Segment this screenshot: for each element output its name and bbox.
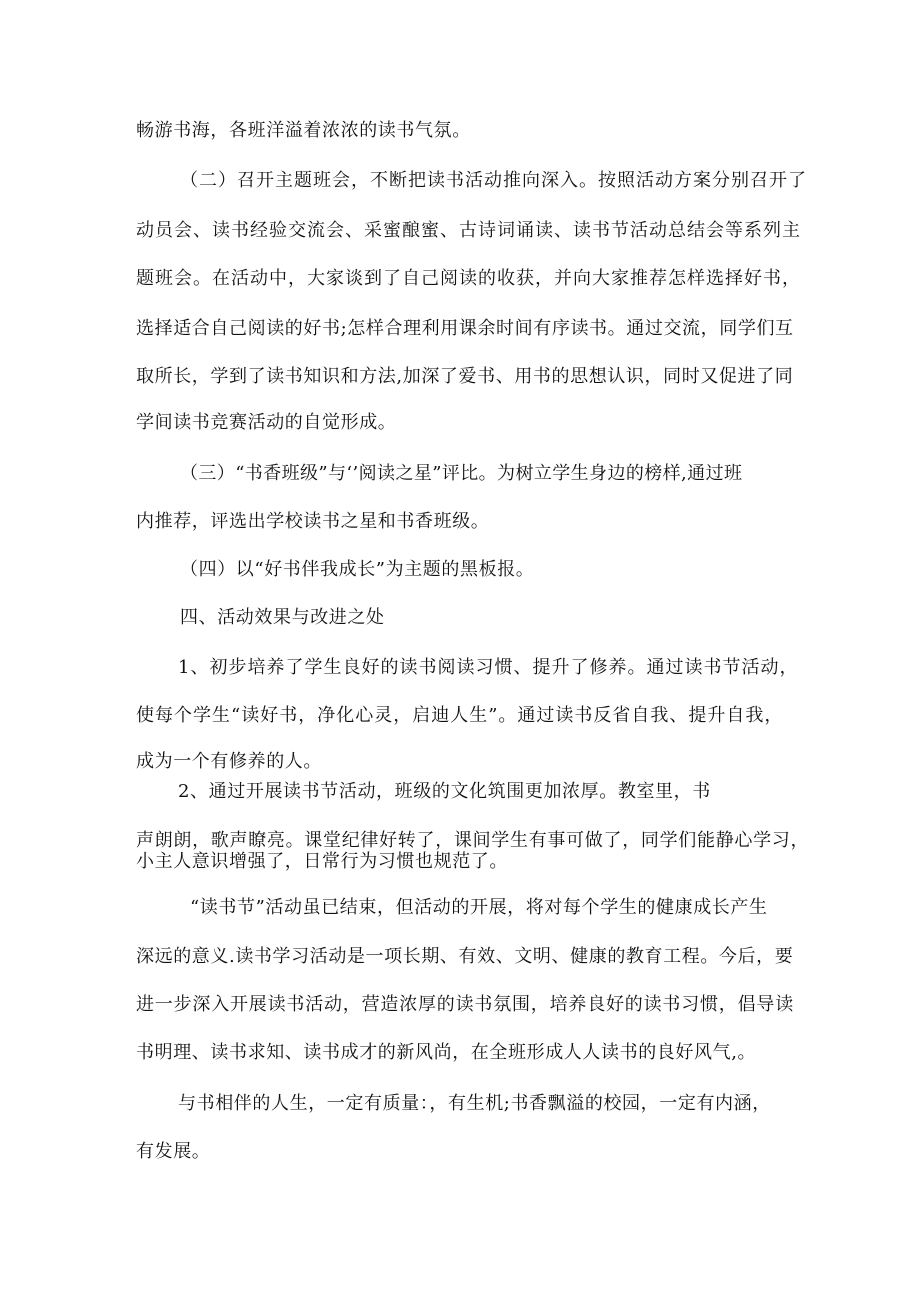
- paragraph-line: （四）以“好书伴我成长”为主题的黑板报。: [180, 559, 535, 580]
- paragraph-line: （二）召开主题班会，不断把读书活动推向深入。按照活动方案分别召开了: [180, 170, 807, 191]
- section-heading: 四、活动效果与改进之处: [180, 607, 385, 628]
- paragraph-line: （三）“书香班级”与‘’阅读之星”评比。为树立学生身边的榜样,通过班: [180, 463, 743, 484]
- paragraph-line: 与书相伴的人生，一定有质量：，有生机;书香飘溢的校园，一定有内涵，: [178, 1093, 771, 1114]
- paragraph-line: 进一步深入开展读书活动，营造浓厚的读书氛围，培养良好的读书习惯，倡导读: [136, 994, 794, 1015]
- paragraph-line: 选择适合自己阅读的好书;怎样合理利用课余时间有序读书。通过交流，同学们互: [136, 318, 794, 339]
- paragraph-line: 题班会。在活动中，大家谈到了自己阅读的收获，并向大家推荐怎样选择好书，: [136, 268, 801, 289]
- paragraph-line: 小主人意识增强了，日常行为习惯也规范了。: [136, 851, 508, 872]
- paragraph-line: 畅游书海，各班洋溢着浓浓的读书气氛。: [136, 120, 471, 141]
- paragraph-line: 深远的意义.读书学习活动是一项长期、有效、文明、健康的教育工程。今后，要: [136, 946, 794, 967]
- paragraph-line: 内推荐，评选出学校读书之星和书香班级。: [136, 511, 490, 532]
- paragraph-line: “读书节”活动虽已结束，但活动的开展，将对每个学生的健康成长产生: [190, 897, 768, 918]
- paragraph-line: 使每个学生“读好书，净化心灵，启迪人生”。通过读书反省自我、提升自我，: [136, 705, 784, 726]
- paragraph-line: 1、初步培养了学生良好的读书阅读习惯、提升了修养。通过读书节活动，: [178, 657, 799, 678]
- paragraph-line: 动员会、读书经验交流会、采蜜酿蜜、古诗词诵读、读书节活动总结会等系列主: [136, 220, 801, 241]
- paragraph-line: 书明理、读书求知、读书成才的新风尚，在全班形成人人读书的良好风气,。: [136, 1042, 757, 1063]
- paragraph-line: 学间读书竞赛活动的自觉形成。: [136, 412, 397, 433]
- paragraph-line: 声朗朗，歌声瞭亮。课堂纪律好转了，课间学生有事可做了，同学们能静心学习，: [136, 830, 810, 851]
- paragraph-line: 取所长，学到了读书知识和方法,加深了爱书、用书的思想认识，同时又促进了同: [136, 366, 794, 387]
- paragraph-line: 2、通过开展读书节活动，班级的文化筑围更加浓厚。教室里，书: [178, 781, 711, 802]
- paragraph-line: 有发展。: [136, 1141, 211, 1162]
- paragraph-line: 成为一个有修养的人。: [136, 751, 322, 772]
